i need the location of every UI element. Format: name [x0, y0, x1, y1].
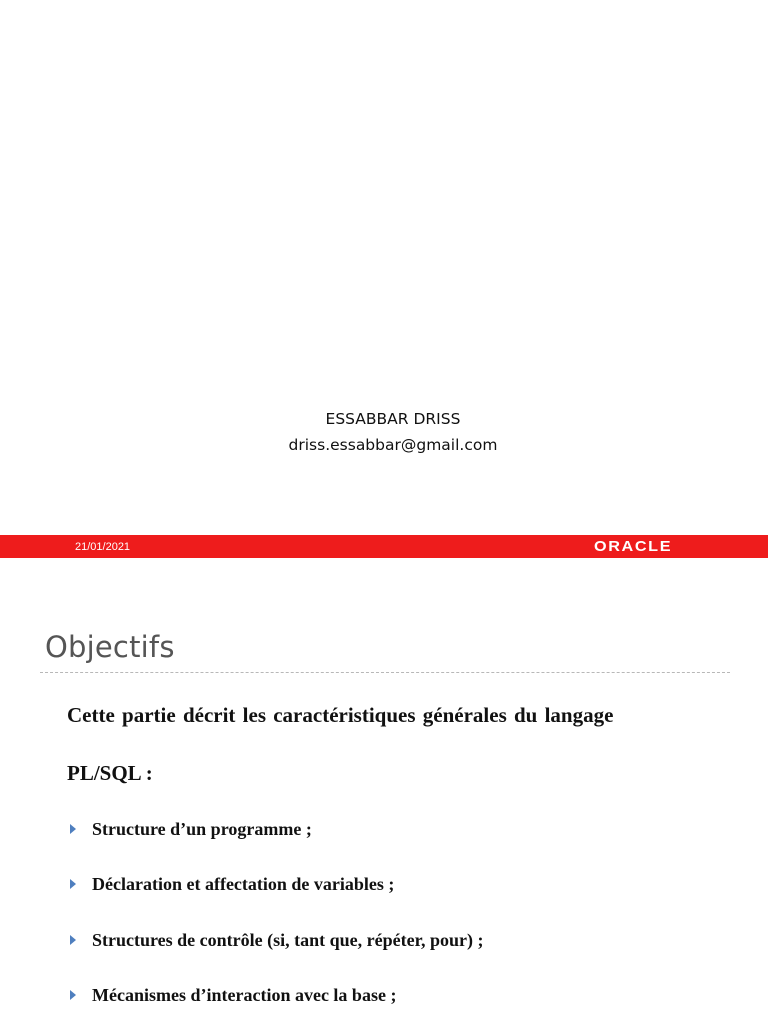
footer-bar: [0, 535, 768, 558]
list-item-text: Mécanismes d’interaction avec la base ;: [92, 985, 397, 1005]
author-block: [0, 406, 768, 458]
list-item-text: Structures de contrôle (si, tant que, répéter, pour) ;: [92, 930, 484, 950]
slide-title: Objectifs: [45, 630, 175, 664]
list-item-text: Structure d’un programme ;: [92, 819, 312, 839]
triangle-right-icon: [70, 879, 76, 889]
title-divider: [40, 672, 730, 673]
objectives-slide: [0, 558, 768, 1024]
intro-text-line-2: PL/SQL :: [67, 761, 153, 785]
list-item-text: Déclaration et affectation de variables ;: [92, 874, 395, 894]
footer-date: 21/01/2021: [75, 541, 131, 553]
list-item: [70, 873, 720, 897]
intro-text-line-1: Cette partie décrit les caractéristiques générales du langage: [67, 703, 614, 727]
oracle-logo: ORACLE: [594, 538, 673, 555]
list-item: [70, 984, 720, 1008]
list-item: [70, 818, 720, 842]
list-item: [70, 929, 720, 953]
author-email: driss.essabbar@gmail.com: [288, 436, 498, 454]
author-name: ESSABBAR DRISS: [325, 410, 461, 428]
triangle-right-icon: [70, 935, 76, 945]
triangle-right-icon: [70, 990, 76, 1000]
triangle-right-icon: [70, 824, 76, 834]
